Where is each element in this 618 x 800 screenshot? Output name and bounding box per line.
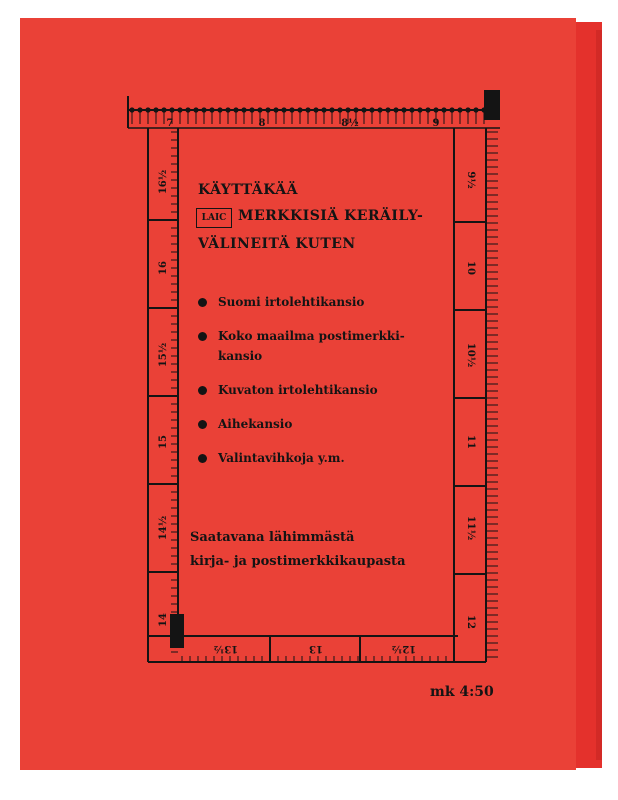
right-ruler-label: 10 [465, 261, 476, 275]
product-list-item [196, 380, 436, 400]
product-line: kansio [218, 349, 263, 363]
left-ruler-label: 16 [158, 261, 169, 275]
availability-line-2: kirja- ja postimerkkikaupasta [190, 554, 406, 569]
bullet-icon [198, 386, 207, 395]
ad-line-3: VÄLINEITÄ KUTEN [198, 236, 356, 252]
right-ruler-label: 10½ [465, 342, 476, 368]
brand-logo: LAIC [196, 208, 232, 228]
bottom-ruler-label: 13 [309, 643, 323, 654]
top-ruler-end-block [484, 90, 500, 120]
left-ruler-label: 15½ [158, 342, 169, 368]
top-ruler-label: 9 [432, 118, 440, 129]
product-list [196, 292, 436, 482]
product-line: Aihekansio [218, 417, 293, 431]
product-list-item [196, 292, 436, 312]
product-list-item [196, 414, 436, 434]
right-ruler-label: 11 [465, 435, 476, 449]
product-line: Suomi irtolehtikansio [218, 295, 365, 309]
price-label: mk 4:50 [430, 684, 494, 700]
product-line: Kuvaton irtolehtikansio [218, 383, 378, 397]
left-ruler-label: 15 [158, 435, 169, 449]
bullet-icon [198, 420, 207, 429]
left-ruler-label: 14 [158, 613, 169, 627]
product-list-item [196, 448, 436, 468]
product-line: Valintavihkoja y.m. [218, 451, 345, 465]
left-ruler-label: 14½ [158, 515, 169, 541]
bottom-ruler-end-block [170, 614, 184, 648]
top-ruler-label: 8½ [341, 118, 359, 129]
bottom-ruler-label: 13½ [213, 643, 239, 654]
right-ruler-label: 9½ [465, 171, 476, 189]
bullet-icon [198, 332, 207, 341]
product-list-item [196, 326, 436, 366]
ad-line-1: KÄYTTÄKÄÄ [198, 182, 299, 198]
left-ruler-label: 16½ [158, 169, 169, 195]
right-ruler-label: 11½ [465, 515, 476, 541]
bullet-icon [198, 454, 207, 463]
bullet-icon [198, 298, 207, 307]
top-ruler-label: 7 [166, 118, 174, 129]
ad-line-2: MERKKISIÄ KERÄILY- [238, 208, 424, 224]
right-ruler-label: 12 [465, 615, 476, 629]
product-line: Koko maailma postimerkki- [218, 329, 405, 343]
availability-line-1: Saatavana lähimmästä [190, 530, 355, 545]
bottom-ruler-label: 12½ [391, 643, 417, 654]
top-ruler-label: 8 [258, 118, 266, 129]
